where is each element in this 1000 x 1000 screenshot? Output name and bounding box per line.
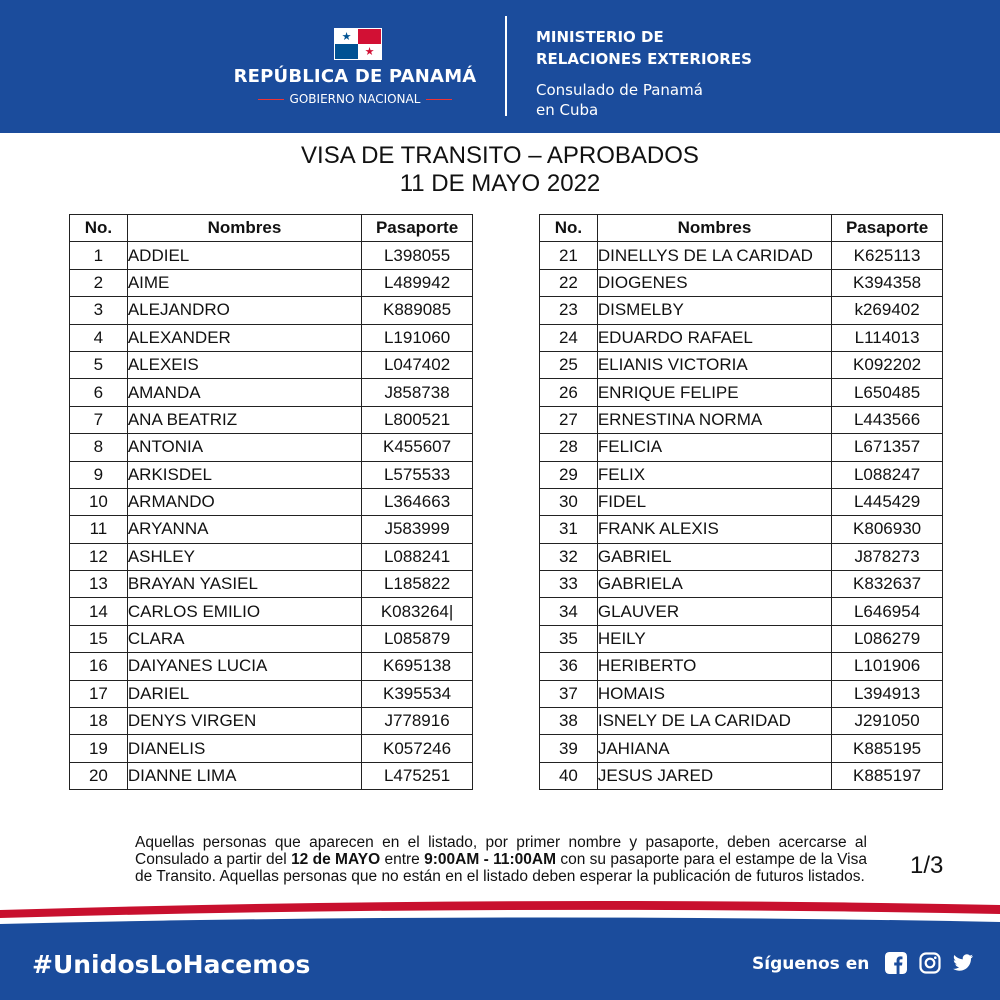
appointment-date: 12 de MAYO (291, 851, 381, 868)
table-row (70, 379, 473, 406)
row-number: 25 (540, 351, 598, 378)
table-row (540, 488, 943, 515)
person-name: GABRIELA (597, 571, 831, 598)
row-number: 24 (540, 324, 598, 351)
row-number: 38 (540, 708, 598, 735)
table-row (540, 735, 943, 762)
person-name: ELIANIS VICTORIA (597, 351, 831, 378)
person-name: DAIYANES LUCIA (127, 653, 361, 680)
person-name: GLAUVER (597, 598, 831, 625)
passport-number: L443566 (832, 406, 943, 433)
row-number: 28 (540, 434, 598, 461)
person-name: BRAYAN YASIEL (127, 571, 361, 598)
table-row (540, 680, 943, 707)
person-name: DARIEL (127, 680, 361, 707)
row-number: 12 (70, 543, 128, 570)
table-row (540, 543, 943, 570)
table-row (70, 269, 473, 296)
instructions-note: Aquellas personas que aparecen en el listado, por primer nombre y pasaporte, deben acercarse al Consulado a partir del 12 de MAYO entre 9:00AM - 11:00AM con su pasaporte para el estampe de la Visa de Transito. Aquellas personas que no están en el listado deben esperar la publicación de futuros listados. (135, 834, 867, 885)
passport-number: K889085 (362, 297, 473, 324)
table-row (70, 543, 473, 570)
row-number: 11 (70, 516, 128, 543)
person-name: ASHLEY (127, 543, 361, 570)
person-name: AMANDA (127, 379, 361, 406)
table-header-row (540, 215, 943, 242)
row-number: 9 (70, 461, 128, 488)
passport-number: K885197 (832, 762, 943, 789)
table-row (540, 762, 943, 789)
table-row (70, 488, 473, 515)
person-name: ALEJANDRO (127, 297, 361, 324)
table-row (540, 351, 943, 378)
passport-number: K057246 (362, 735, 473, 762)
row-number: 6 (70, 379, 128, 406)
row-number: 30 (540, 488, 598, 515)
appointment-time: 9:00AM - 11:00AM (424, 851, 556, 868)
person-name: AIME (127, 269, 361, 296)
table-row (70, 434, 473, 461)
passport-number: L088241 (362, 543, 473, 570)
person-name: GABRIEL (597, 543, 831, 570)
person-name: HERIBERTO (597, 653, 831, 680)
person-name: DENYS VIRGEN (127, 708, 361, 735)
person-name: DIANNE LIMA (127, 762, 361, 789)
passport-number: L114013 (832, 324, 943, 351)
table-row (70, 680, 473, 707)
person-name: FRANK ALEXIS (597, 516, 831, 543)
person-name: HOMAIS (597, 680, 831, 707)
table-row (540, 324, 943, 351)
table-row (540, 242, 943, 269)
row-number: 18 (70, 708, 128, 735)
person-name: FELICIA (597, 434, 831, 461)
row-number: 23 (540, 297, 598, 324)
passport-number: L088247 (832, 461, 943, 488)
passport-number: L398055 (362, 242, 473, 269)
table-row (540, 269, 943, 296)
person-name: CARLOS EMILIO (127, 598, 361, 625)
table-row (70, 351, 473, 378)
person-name: ALEXANDER (127, 324, 361, 351)
table-row (540, 625, 943, 652)
passport-number: L394913 (832, 680, 943, 707)
person-name: FIDEL (597, 488, 831, 515)
passport-number: L671357 (832, 434, 943, 461)
passport-number: K092202 (832, 351, 943, 378)
facebook-icon[interactable] (885, 952, 907, 974)
row-number: 2 (70, 269, 128, 296)
row-number: 5 (70, 351, 128, 378)
instagram-icon[interactable] (919, 952, 941, 974)
row-number: 27 (540, 406, 598, 433)
row-number: 39 (540, 735, 598, 762)
person-name: JESUS JARED (597, 762, 831, 789)
row-number: 17 (70, 680, 128, 707)
table-row (70, 297, 473, 324)
passport-number: K806930 (832, 516, 943, 543)
passport-number: L047402 (362, 351, 473, 378)
passport-number: L575533 (362, 461, 473, 488)
row-number: 4 (70, 324, 128, 351)
ministry-name: MINISTERIO DE RELACIONES EXTERIORES (536, 28, 752, 68)
table-row (70, 653, 473, 680)
passport-number: L185822 (362, 571, 473, 598)
row-number: 22 (540, 269, 598, 296)
table-row (70, 461, 473, 488)
row-number: 15 (70, 625, 128, 652)
passport-number: J858738 (362, 379, 473, 406)
country-name: REPÚBLICA DE PANAMÁ (233, 66, 477, 87)
passport-number: J878273 (832, 543, 943, 570)
row-number: 19 (70, 735, 128, 762)
row-number: 37 (540, 680, 598, 707)
table-row (70, 708, 473, 735)
row-number: 3 (70, 297, 128, 324)
twitter-icon[interactable] (952, 952, 974, 974)
passport-number: J583999 (362, 516, 473, 543)
table-row (70, 406, 473, 433)
person-name: ARMANDO (127, 488, 361, 515)
row-number: 40 (540, 762, 598, 789)
table-row (540, 653, 943, 680)
passport-number: L101906 (832, 653, 943, 680)
passport-number: k269402 (832, 297, 943, 324)
column-header-passport: Pasaporte (362, 215, 473, 242)
row-number: 34 (540, 598, 598, 625)
person-name: CLARA (127, 625, 361, 652)
passport-number: K695138 (362, 653, 473, 680)
row-number: 26 (540, 379, 598, 406)
table-header-row (70, 215, 473, 242)
person-name: DISMELBY (597, 297, 831, 324)
table-row (540, 297, 943, 324)
column-header-no: No. (540, 215, 598, 242)
passport-number: L085879 (362, 625, 473, 652)
person-name: ARYANNA (127, 516, 361, 543)
table-row (70, 571, 473, 598)
follow-label: Síguenos en (752, 954, 870, 974)
row-number: 13 (70, 571, 128, 598)
panama-flag-icon: ★ ★ (334, 28, 382, 60)
passport-number: K083264| (362, 598, 473, 625)
column-header-names: Nombres (127, 215, 361, 242)
person-name: DIOGENES (597, 269, 831, 296)
passport-number: L086279 (832, 625, 943, 652)
passport-number: J291050 (832, 708, 943, 735)
passport-number: L646954 (832, 598, 943, 625)
person-name: ARKISDEL (127, 461, 361, 488)
hashtag-label: #UnidosLoHacemos (32, 950, 311, 979)
column-header-passport: Pasaporte (832, 215, 943, 242)
table-row (70, 324, 473, 351)
header-banner (0, 0, 1000, 133)
row-number: 8 (70, 434, 128, 461)
person-name: ISNELY DE LA CARIDAD (597, 708, 831, 735)
table-row (540, 461, 943, 488)
passport-number: L364663 (362, 488, 473, 515)
table-row (70, 242, 473, 269)
person-name: ERNESTINA NORMA (597, 406, 831, 433)
row-number: 31 (540, 516, 598, 543)
row-number: 14 (70, 598, 128, 625)
passport-number: J778916 (362, 708, 473, 735)
passport-number: L650485 (832, 379, 943, 406)
passport-number: L191060 (362, 324, 473, 351)
page-title: VISA DE TRANSITO – APROBADOS 11 DE MAYO 2022 (301, 142, 699, 197)
row-number: 33 (540, 571, 598, 598)
table-row (540, 406, 943, 433)
table-row (540, 434, 943, 461)
column-header-no: No. (70, 215, 128, 242)
table-row (540, 708, 943, 735)
column-header-names: Nombres (597, 215, 831, 242)
person-name: ENRIQUE FELIPE (597, 379, 831, 406)
passport-number: K832637 (832, 571, 943, 598)
approved-list-table-right (539, 214, 943, 790)
page-indicator: 1/3 (910, 852, 944, 879)
person-name: ANA BEATRIZ (127, 406, 361, 433)
table-row (70, 625, 473, 652)
passport-number: K455607 (362, 434, 473, 461)
row-number: 16 (70, 653, 128, 680)
person-name: ANTONIA (127, 434, 361, 461)
row-number: 32 (540, 543, 598, 570)
passport-number: L445429 (832, 488, 943, 515)
row-number: 7 (70, 406, 128, 433)
passport-number: L489942 (362, 269, 473, 296)
passport-number: L800521 (362, 406, 473, 433)
table-row (70, 762, 473, 789)
passport-number: K885195 (832, 735, 943, 762)
row-number: 20 (70, 762, 128, 789)
person-name: JAHIANA (597, 735, 831, 762)
passport-number: K395534 (362, 680, 473, 707)
passport-number: L475251 (362, 762, 473, 789)
row-number: 29 (540, 461, 598, 488)
person-name: HEILY (597, 625, 831, 652)
table-row (540, 571, 943, 598)
row-number: 1 (70, 242, 128, 269)
person-name: DINELLYS DE LA CARIDAD (597, 242, 831, 269)
table-row (70, 598, 473, 625)
table-row (540, 379, 943, 406)
table-row (540, 516, 943, 543)
consulate-name: Consulado de Panamá en Cuba (536, 81, 703, 119)
row-number: 35 (540, 625, 598, 652)
person-name: EDUARDO RAFAEL (597, 324, 831, 351)
row-number: 21 (540, 242, 598, 269)
table-row (540, 598, 943, 625)
person-name: FELIX (597, 461, 831, 488)
passport-number: K625113 (832, 242, 943, 269)
person-name: ALEXEIS (127, 351, 361, 378)
person-name: DIANELIS (127, 735, 361, 762)
table-row (70, 516, 473, 543)
row-number: 36 (540, 653, 598, 680)
row-number: 10 (70, 488, 128, 515)
table-row (70, 735, 473, 762)
person-name: ADDIEL (127, 242, 361, 269)
header-divider (505, 16, 507, 116)
government-label: GOBIERNO NACIONAL (230, 92, 480, 106)
approved-list-table-left (69, 214, 473, 790)
passport-number: K394358 (832, 269, 943, 296)
